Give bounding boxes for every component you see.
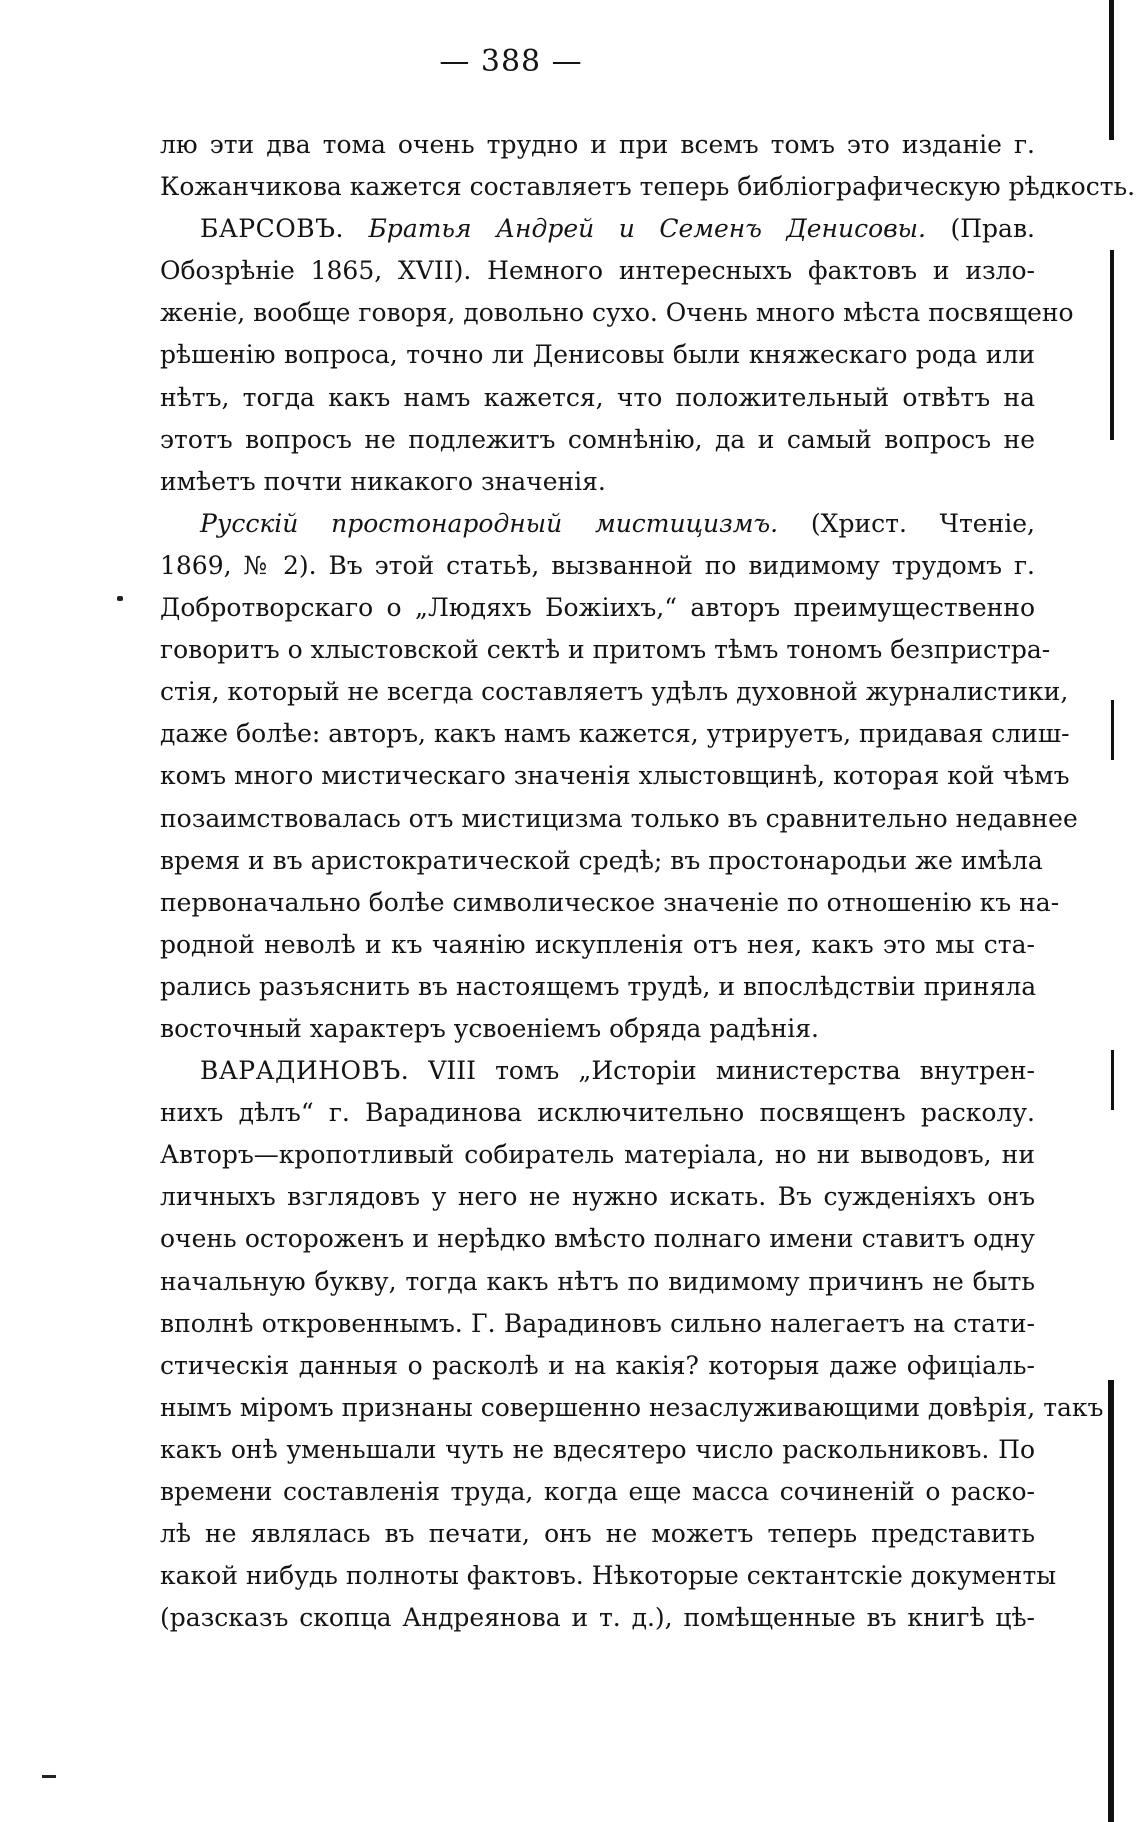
text-line: родной неволѣ и къ чаянію искупленія отъ нея, какъ это мы ста- [160, 929, 1035, 959]
work-title: Братья Андрей и Семенъ Денисовы. [368, 214, 926, 244]
text-line: время и въ аристократической средѣ; въ простонародьи же имѣла [160, 845, 1043, 875]
page-number: — 388 — [439, 44, 583, 79]
text-line: нихъ дѣлъ“ г. Варадинова исключительно посвященъ расколу. [160, 1098, 1035, 1128]
text-fragment: (Христ. Чтеніе, [810, 508, 1036, 538]
text-line: какой нибудь полноты фактовъ. Нѣкоторые сектантскіе документы [160, 1561, 1057, 1591]
text-line: лѣ не являлась въ печати, онъ не можетъ теперь представить [160, 1519, 1035, 1549]
text-line: очень остороженъ и нерѣдко вмѣсто полнаго имени ставитъ одну [160, 1224, 1035, 1254]
author-name: ВАРАДИНОВЪ. [200, 1056, 410, 1086]
scan-edge-shadow [1111, 1050, 1114, 1110]
text-line: вполнѣ откровеннымъ. Г. Варадиновъ сильно налегаетъ на стати- [160, 1308, 1035, 1338]
text-line: нѣтъ, тогда какъ намъ кажется, что положительный отвѣтъ на [160, 382, 1035, 412]
text-line: рались разъяснить въ настоящемъ трудѣ, и впослѣдствіи приняла [160, 971, 1037, 1001]
text-line: комъ много мистическаго значенія хлыстовщинѣ, которая кой чѣмъ [160, 761, 1070, 791]
text-line: рѣшенію вопроса, точно ли Денисовы были княжескаго рода или [160, 340, 1035, 370]
scan-edge-shadow [1108, 1380, 1114, 1822]
text-line: позаимствовалась отъ мистицизма только въ сравнительно недавнее [160, 803, 1078, 833]
scan-edge-shadow [1110, 250, 1114, 440]
scan-edge-shadow [1109, 0, 1114, 140]
text-line: говоритъ о хлыстовской сектѣ и притомъ тѣмъ тономъ безпристра- [160, 635, 1051, 665]
scan-speck [117, 596, 123, 601]
text-fragment: (Прав. [950, 214, 1035, 244]
author-name: БАРСОВЪ. [200, 214, 344, 244]
text-line: времени составленія труда, когда еще масса сочиненій о раско- [160, 1477, 1035, 1506]
text-line: Кожанчикова кажется составляетъ теперь библіографическую рѣдкость. [160, 172, 1136, 202]
text-line: стія, который не всегда составляетъ удѣлъ духовной журналистики, [160, 677, 1069, 707]
scan-edge-shadow [1111, 700, 1114, 760]
work-title: Русскій простонародный мистицизмъ. [200, 508, 779, 538]
text-line: Авторъ—кропотливый собиратель матеріала, но ни выводовъ, ни [160, 1140, 1035, 1170]
text-line: 1869, № 2). Въ этой статьѣ, вызванной по видимому трудомъ г. [160, 550, 1035, 580]
text-line: даже болѣе: авторъ, какъ намъ кажется, утрируетъ, придавая слиш- [160, 719, 1070, 749]
page-text [160, 124, 1136, 1639]
text-line: женіе, вообще говоря, довольно сухо. Очень много мѣста посвящено [160, 298, 1074, 328]
text-line: начальную букву, тогда какъ нѣтъ по видимому причинъ не быть [160, 1266, 1035, 1296]
text-fragment: VIII томъ „Исторіи министерства внутрен- [428, 1056, 1035, 1086]
text-line: Добротворскаго о „Людяхъ Божіихъ,“ авторъ преимущественно [160, 593, 1035, 623]
text-line: имѣетъ почти никакого значенія. [160, 466, 606, 496]
text-line: личныхъ взглядовъ у него не нужно искать. Въ сужденіяхъ онъ [160, 1182, 1035, 1212]
text-line: первоначально болѣе символическое значеніе по отношенію къ на- [160, 887, 1060, 917]
text-line: этотъ вопросъ не подлежитъ сомнѣнію, да и самый вопросъ не [160, 424, 1035, 454]
text-line: какъ онѣ уменьшали чуть не вдесятеро число раскольниковъ. По [160, 1434, 1035, 1464]
text-line: (разсказъ скопца Андреянова и т. д.), помѣщенные въ книгѣ цѣ- [160, 1603, 1035, 1633]
text-line: нымъ міромъ признаны совершенно незаслуживающими довѣрія, такъ [160, 1392, 1104, 1422]
text-line: Обозрѣніе 1865, XVII). Немного интересныхъ фактовъ и изло- [160, 256, 1035, 286]
text-line: стическія данныя о расколѣ и на какія? которыя даже офиціаль- [160, 1350, 1035, 1380]
entry-varadinov-heading [160, 1050, 1035, 1092]
scan-speck [42, 1775, 56, 1778]
text-line: лю эти два тома очень трудно и при всемъ томъ это изданіе г. [160, 130, 1035, 159]
entry-barsov-heading [160, 208, 1035, 250]
text-line: восточный характеръ усвоеніемъ обряда радѣнія. [160, 1013, 819, 1043]
entry-mysticism-heading [160, 503, 1035, 545]
